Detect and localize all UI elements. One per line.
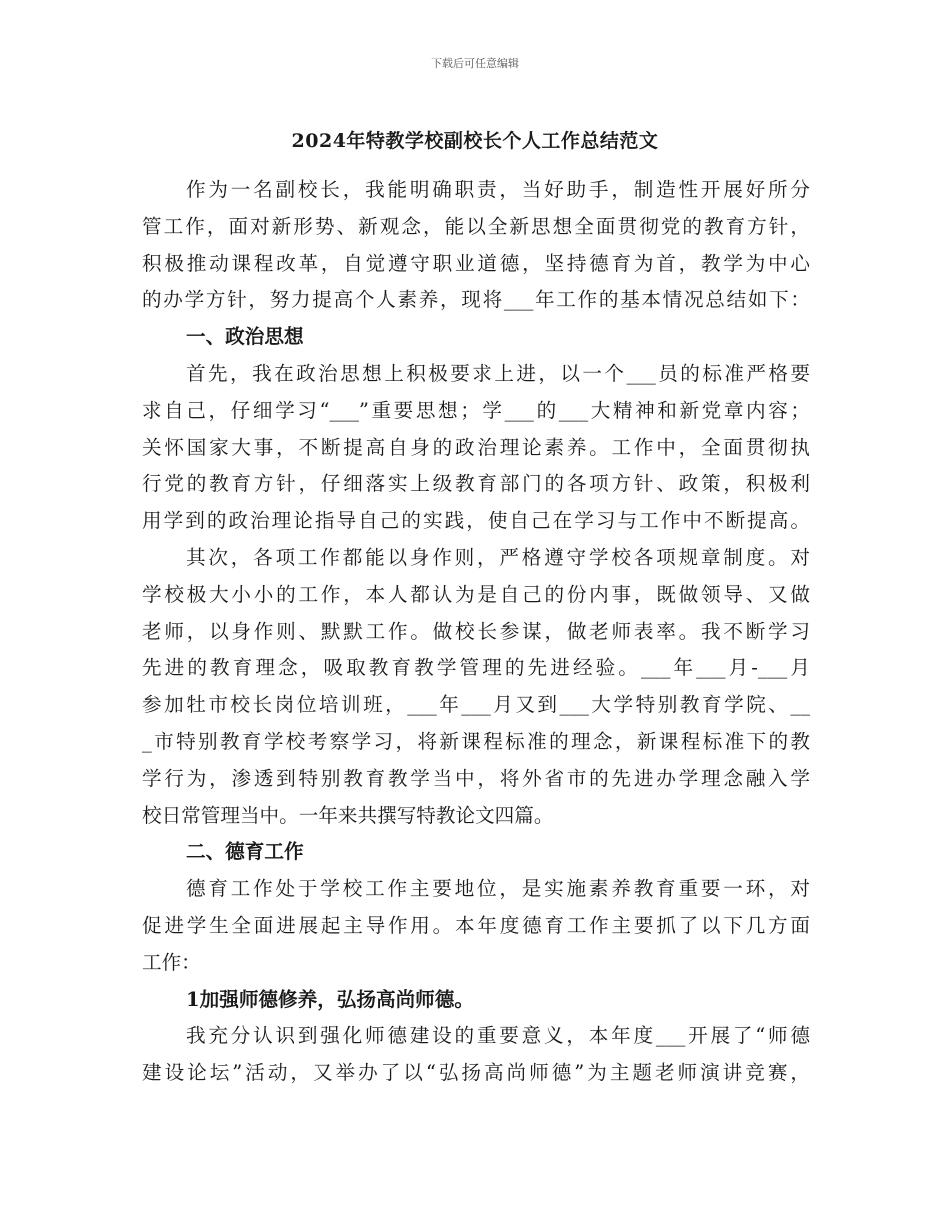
body-text-line: 行党的教育方针，仔细落实上级教育部门的各项方针、政策，积极利 [142, 472, 810, 496]
body-text-line: 关怀国家大事，不断提高自身的政治理论素养。工作中，全面贯彻执 [142, 435, 810, 459]
section-heading: 二、德育工作 [186, 840, 304, 864]
body-text-line: 工作： [142, 950, 201, 974]
body-text-line: 先进的教育理念，吸取教育教学管理的先进经验。___年___月-___月 [142, 656, 810, 680]
body-text-line: 学校极大小小的工作，本人都认为是自己的份内事，既做领导、又做 [142, 582, 810, 606]
body-text-line: 管工作，面对新形势、新观念，能以全新思想全面贯彻党的教育方针， [142, 214, 810, 238]
body-text-line: 德育工作处于学校工作主要地位，是实施素养教育重要一环，对 [186, 877, 810, 901]
body-text-line: _市特别教育学校考察学习，将新课程标准的理念，新课程标准下的教 [142, 729, 810, 753]
body-text-line: 促进学生全面进展起主导作用。本年度德育工作主要抓了以下几方面 [142, 913, 810, 937]
body-text-line: 学行为，渗透到特别教育教学当中，将外省市的先进办学理念融入学 [142, 766, 810, 790]
document-title: 2024年特教学校副校长个人工作总结范文 [291, 130, 659, 152]
subsection-heading: 1加强师德修养，弘扬高尚师德。 [186, 987, 474, 1011]
body-text-line: 我充分认识到强化师德建设的重要意义，本年度___开展了“师德 [186, 1024, 810, 1048]
body-text-line: 用学到的政治理论指导自己的实践，使自己在学习与工作中不断提高。 [142, 509, 810, 533]
document-body [142, 172, 810, 1092]
body-text-line: 其次，各项工作都能以身作则，严格遵守学校各项规章制度。对 [186, 545, 810, 569]
body-text-line: 作为一名副校长，我能明确职责，当好助手，制造性开展好所分 [186, 178, 810, 201]
body-text-line: 建设论坛”活动，又举办了以“弘扬高尚师德”为主题老师演讲竞赛， [142, 1061, 810, 1085]
header-note: 下载后可任意编辑 [431, 57, 519, 70]
body-text-line: 老师，以身作则、默默工作。做校长参谋，做老师表率。我不断学习 [142, 619, 810, 643]
body-text-line: 积极推动课程改革，自觉遵守职业道德，坚持德育为首，教学为中心 [142, 251, 810, 275]
body-text-line: 首先，我在政治思想上积极要求上进，以一个___员的标准严格要 [186, 361, 810, 385]
body-text-line: 求自己，仔细学习“___”重要思想；学___的___大精神和新党章内容； [142, 398, 810, 422]
body-text-line: 的办学方针，努力提高个人素养，现将___年工作的基本情况总结如下： [142, 288, 810, 312]
section-heading: 一、政治思想 [186, 325, 304, 349]
body-text-line: 参加牡市校长岗位培训班，___年___月又到___大学特别教育学院、__ [142, 693, 810, 717]
body-text-line: 校日常管理当中。一年来共撰写特教论文四篇。 [142, 803, 554, 827]
